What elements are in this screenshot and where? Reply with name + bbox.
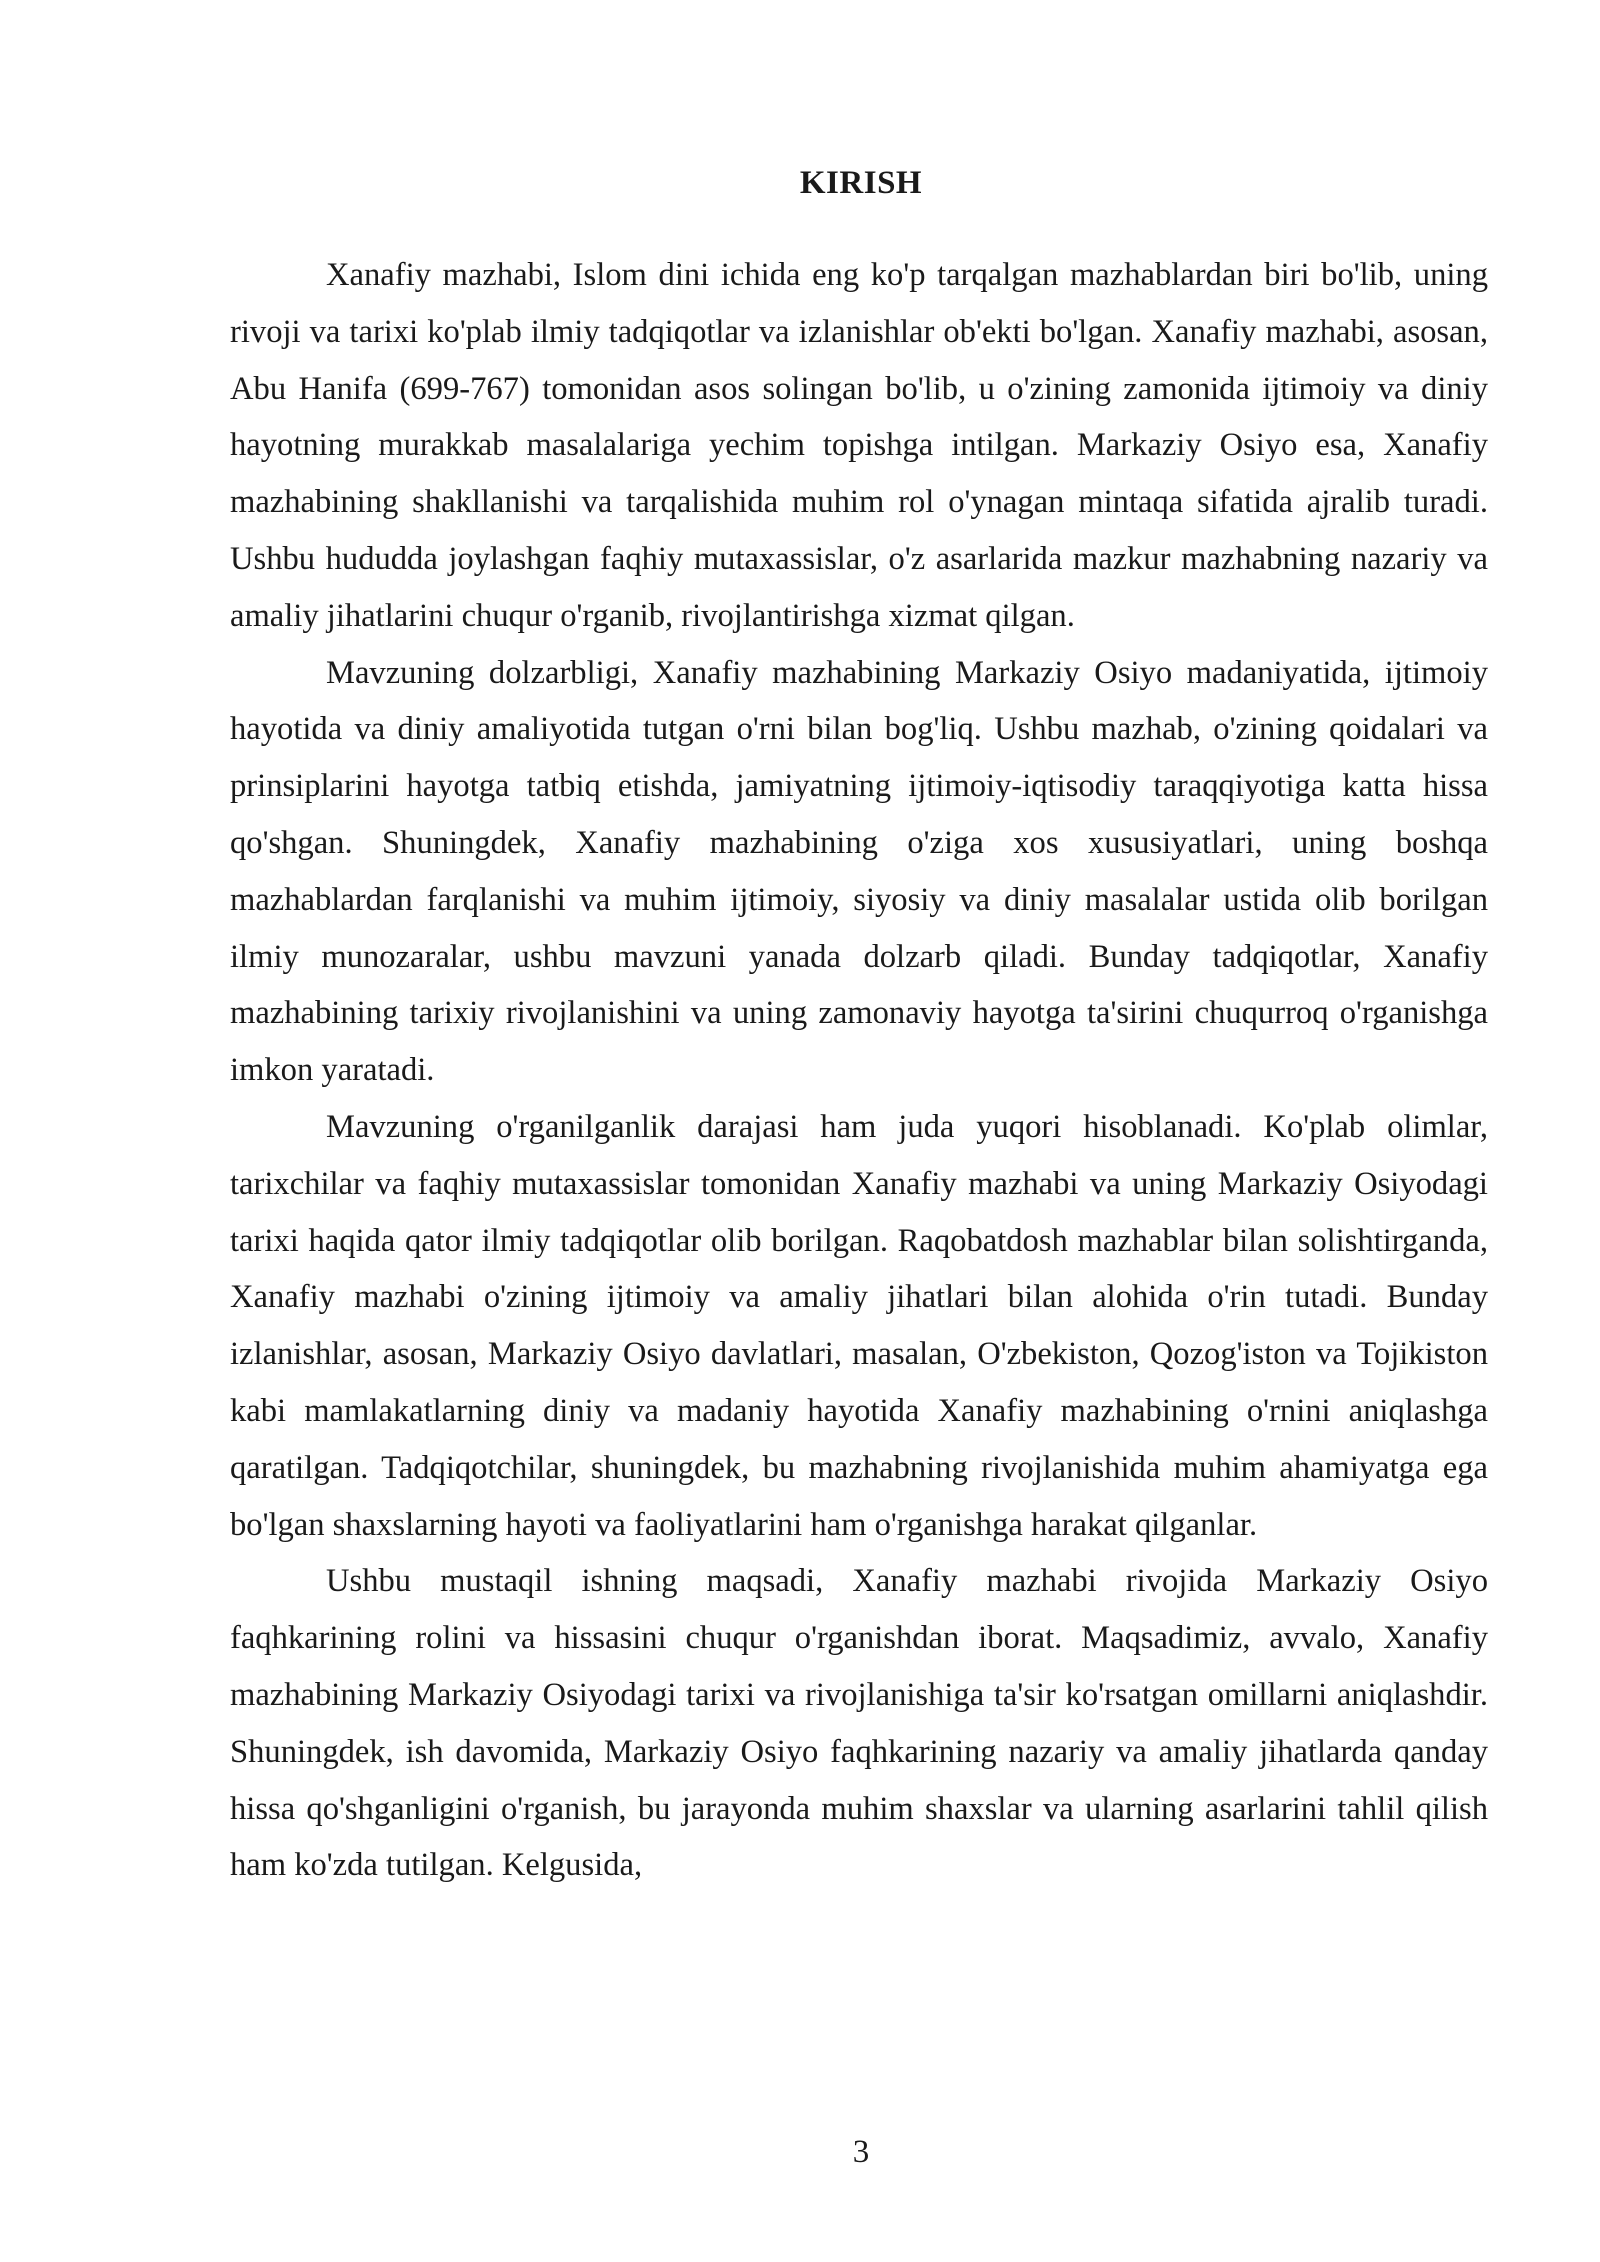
section-heading: KIRISH: [799, 165, 923, 201]
body-text: [230, 247, 1488, 1894]
paragraph-goal: Ushbu mustaqil ishning maqsadi, Xanafiy mazhabi rivojida Markaziy Osiyo faqhkarining rolini va hissasini chuqur o'rganishdan iborat. Maqsadimiz, avvalo, Xanafiy mazhabining Markaziy Osiyodagi tarixi va rivojlanishiga ta'sir ko'rsatgan omillarni aniqlashdir. Shuningdek, ish davomida, Markaziy Osiyo faqhkarining nazariy va amaliy jihatlarda qanday hissa qo'shganligini o'rganish, bu jarayonda muhim shaxslar va ularning asarlarini tahlil qilish ham ko'zda tutilgan. Kelgusida,: [230, 1563, 1488, 1884]
paragraph-relevance: Mavzuning dolzarbligi, Xanafiy mazhabining Markaziy Osiyo madaniyatida, ijtimoiy hayotida va diniy amaliyotida tutgan o'rni bilan bog'liq. Ushbu mazhab, o'zining qoidalari va prinsiplarini hayotga tatbiq etishda, jamiyatning ijtimoiy-iqtisodiy taraqqiyotiga katta hissa qo'shgan. Shuningdek, Xanafiy mazhabining o'ziga xos xususiyatlari, uning boshqa mazhablardan farqlanishi va muhim ijtimoiy, siyosiy va diniy masalalar ustida olib borilgan ilmiy munozaralar, ushbu mavzuni yanada dolzarb qiladi. Bunday tadqiqotlar, Xanafiy mazhabining tarixiy rivojlanishini va uning zamonaviy hayotga ta'sirini chuqurroq o'rganishga imkon yaratadi.: [230, 654, 1488, 1089]
paragraph-intro: Xanafiy mazhabi, Islom dini ichida eng ko'p tarqalgan mazhablardan biri bo'lib, uning rivoji va tarixi ko'plab ilmiy tadqiqotlar va izlanishlar ob'ekti bo'lgan. Xanafiy mazhabi, asosan, Abu Hanifa (699-767) tomonidan asos solingan bo'lib, u o'zining zamonida ijtimoiy va diniy hayotning murakkab masalalariga yechim topishga intilgan. Markaziy Osiyo esa, Xanafiy mazhabining shakllanishi va tarqalishida muhim rol o'ynagan mintaqa sifatida ajralib turadi. Ushbu hududda joylashgan faqhiy mutaxassislar, o'z asarlarida mazkur mazhabning nazariy va amaliy jihatlarini chuqur o'rganib, rivojlantirishga xizmat qilgan.: [230, 257, 1488, 634]
page-number: 3: [852, 2134, 870, 2170]
paragraph-study-level: Mavzuning o'rganilganlik darajasi ham juda yuqori hisoblanadi. Ko'plab olimlar, tarixchilar va faqhiy mutaxassislar tomonidan Xanafiy mazhabi va uning Markaziy Osiyodagi tarixi haqida qator ilmiy tadqiqotlar olib borilgan. Raqobatdosh mazhablar bilan solishtirganda, Xanafiy mazhabi o'zining ijtimoiy va amaliy jihatlari bilan alohida o'rin tutadi. Bunday izlanishlar, asosan, Markaziy Osiyo davlatlari, masalan, O'zbekiston, Qozog'iston va Tojikiston kabi mamlakatlarning diniy va madaniy hayotida Xanafiy mazhabining o'rnini aniqlashga qaratilgan. Tadqiqotchilar, shuningdek, bu mazhabning rivojlanishida muhim ahamiyatga ega bo'lgan shaxslarning hayoti va faoliyatlarini ham o'rganishga harakat qilganlar.: [230, 1108, 1488, 1543]
